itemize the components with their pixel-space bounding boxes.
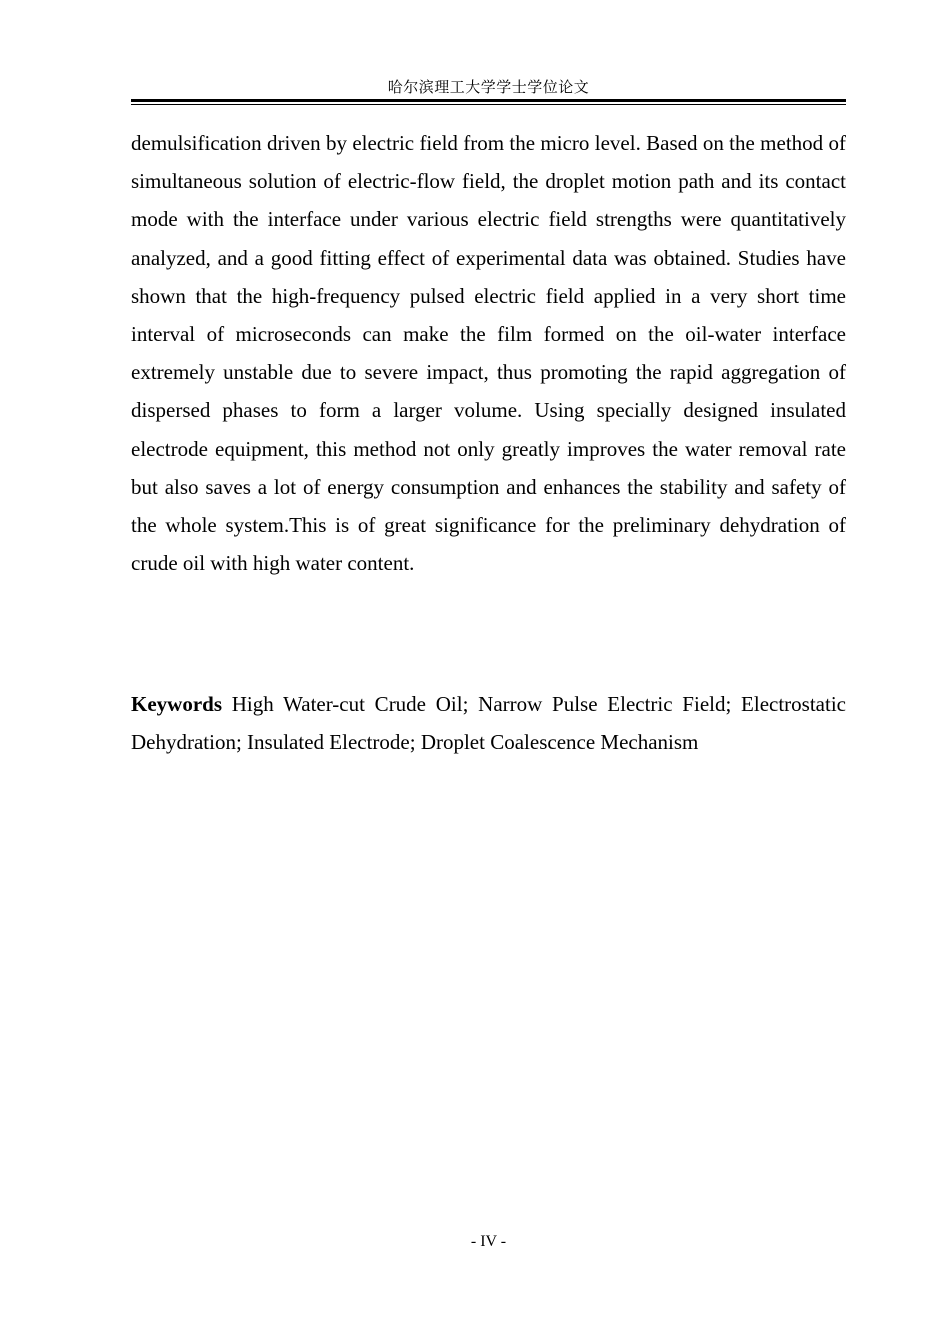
abstract-paragraph: demulsification driven by electric field from the micro level. Based on the method of simultaneous solution of electric-flow field, the droplet motion path and its contact mode with the interface under various electric field strengths were quantitatively analyzed, and a good fitting effect of experimental data was obtained. Studies have shown that the high-frequency pulsed electric field applied in a very short time interval of microseconds can make the film formed on the oil-water interface extremely unstable due to severe impact, thus promoting the rapid aggregation of dispersed phases to form a larger volume. Using specially designed insulated electrode equipment, this method not only greatly improves the water removal rate but also saves a lot of energy consumption and enhances the stability and safety of the whole system.This is of great significance for the preliminary dehydration of crude oil with high water content. [131, 131, 846, 576]
header-rule-thin [131, 104, 846, 105]
header-rule-thick [131, 99, 846, 102]
keywords-label: Keywords [131, 692, 222, 716]
keywords-text: High Water-cut Crude Oil; Narrow Pulse Electric Field; Electrostatic Dehydration; Insulated Electrode; Droplet Coalescence Mechanism [131, 692, 846, 755]
page-number: - IV - [470, 1233, 507, 1250]
page-header: 哈尔滨理工大学学士学位论文 [387, 80, 590, 96]
keywords-paragraph [131, 685, 846, 761]
